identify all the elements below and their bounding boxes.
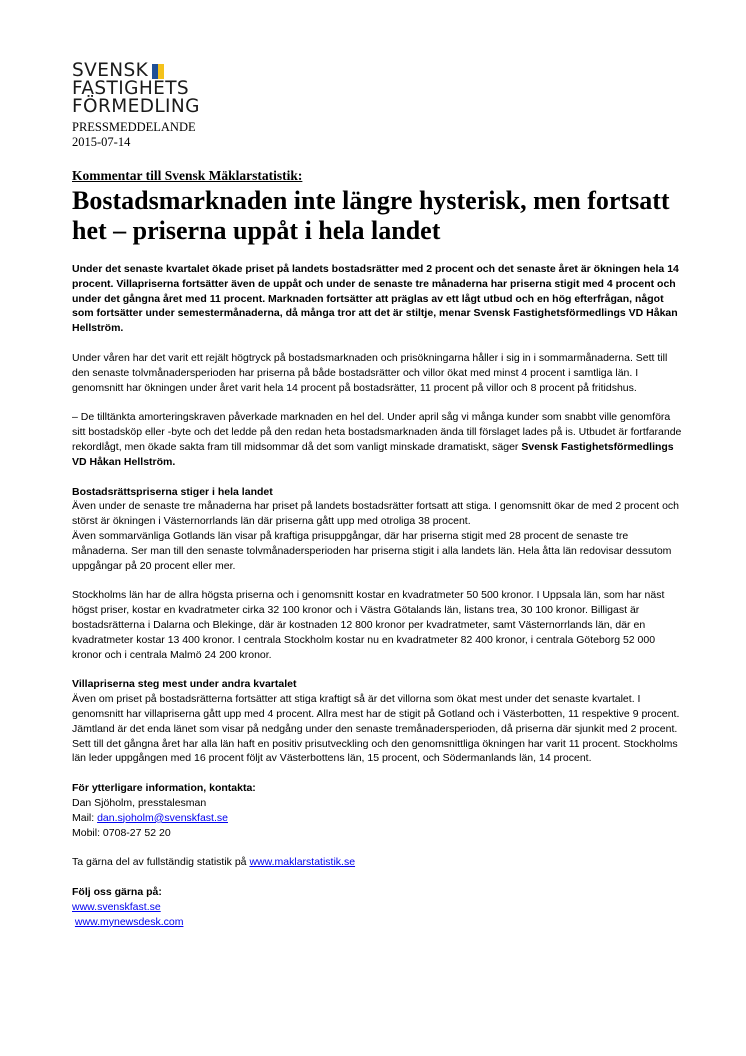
follow-block	[72, 885, 682, 929]
section1-paragraph-2: Även sommarvänliga Gotlands län visar på kraftiga prisuppgångar, där har priserna stigit med 28 procent de senaste tre månaderna. Ser man till den senaste tolvmånadersperioden har priserna stigit i alla landets län. Hela åtta län redovisar dessutom uppgångar på 20 procent eller mer.	[72, 529, 672, 572]
stats-line	[72, 855, 682, 870]
page-title: Bostadsmarknaden inte längre hysterisk, men fortsatt het – priserna uppåt i hela landet	[72, 186, 670, 245]
doc-type: PRESSMEDDELANDE	[72, 120, 196, 134]
section1-paragraph-3: Stockholms län har de allra högsta priserna och i genomsnitt kostar en kvadratmeter 50 500 kronor. I Uppsala län, som har näst högst priser, kostar en kvadratmeter cirka 32 100 kronor och i Västra Götalands län, listans trea, 30 100 kronor. Billigast är bostadsrätterna i Dalarna och Blekinge, där är kostnaden 12 800 kronor per kvadratmeter, samt Västernorrlands län, där en kvadratmeter kostar 13 400 kronor. I centrala Stockholm kostar nu en kvadratmeter 82 400 kronor, i centrala Göteborg 52 000 kronor och i centrala Malmö 24 200 kronor.	[72, 589, 665, 661]
logo-line-2: FASTIGHETS	[72, 78, 190, 99]
contact-heading: För ytterligare information, kontakta:	[72, 782, 256, 795]
mail-label: Mail:	[72, 811, 98, 824]
contact-mail-line	[72, 811, 682, 826]
logo-line-3: FÖRMEDLING	[72, 96, 200, 117]
section1-paragraph-1: Även under de senaste tre månaderna har priset på landets bostadsrätter fortsatt att stiga. I genomsnitt ökar de med 2 procent och störst är ökningen i Västernorrlands län där priserna gått upp med otroliga 38 procent.	[72, 500, 680, 528]
contact-block	[72, 781, 682, 840]
lead-paragraph: Under det senaste kvartalet ökade priset på landets bostadsrätter med 2 procent och det senaste året är ökningen hela 14 procent. Villapriserna fortsätter även de uppåt och under de senaste tre månaderna har priserna stigit med 4 procent och under det gångna året med 11 procent. Marknaden fortsätter att präglas av ett lågt utbud och en hög efterfrågan, något som fortsätter under semestermånaderna, då många tror att det är stiltje, menar Svensk Fastighetsförmedlings VD Håkan Hellström.	[72, 263, 679, 335]
contact-mobile: Mobil: 0708-27 52 20	[72, 826, 171, 839]
doc-date: 2015-07-14	[72, 135, 131, 149]
quote-attribution: Svensk Fastighetsförmedlings VD Håkan Hellström.	[72, 440, 674, 468]
contact-name: Dan Sjöholm, presstalesman	[72, 796, 207, 809]
section-heading-bostadsratter: Bostadsrättspriserna stiger i hela landet	[72, 485, 273, 498]
stats-text: Ta gärna del av fullständig statistik på	[72, 856, 250, 869]
quote-text: – De tilltänkta amorteringskraven påverkade marknaden en hel del. Under april såg vi många kunder som snabbt ville genomföra sitt bostadsköp eller -byte och det ledde på den redan heta bostadsmarknaden ända till förslaget lades på is. Utbudet är fortfarande rekordlågt, men ökade sakta fram till midsommar då det som vanligt minskade dramatiskt, säger	[72, 411, 682, 453]
follow-link-2-row	[72, 915, 682, 930]
maklarstatistik-link[interactable]: www.maklarstatistik.se	[249, 856, 356, 869]
logo-line-1: SVENSK	[72, 60, 149, 81]
section2-paragraph-1: Även om priset på bostadsrätterna fortsätter att stiga kraftigt så är det villorna som ökat mest under det senaste kvartalet. I genomsnitt har villapriserna gått upp med 4 procent. Allra mest har de stigit på Gotland och i Västerbotten, 11 respektive 9 procent. Jämtland är det enda länet som visar på nedgång under den senaste tremånadersperioden, då priserna där sjunkit med 2 procent. Sett till det gångna året har alla län haft en positiv prisutveckling och den genomsnittliga ökningen har varit 11 procent. Stockholms län leder uppgången med 16 procent följt av Västerbottens län, 15 procent, och Södermanlands län, 14 procent.	[72, 693, 680, 765]
mail-link[interactable]: dan.sjoholm@svenskfast.se	[97, 811, 228, 824]
follow-link-1-row	[72, 900, 682, 915]
swedish-flag-icon	[152, 64, 164, 79]
svenskfast-link[interactable]: www.svenskfast.se	[72, 900, 161, 913]
quote-paragraph	[72, 410, 682, 469]
doc-meta	[72, 120, 682, 150]
follow-heading: Följ oss gärna på:	[72, 886, 162, 899]
section-heading-villor: Villapriserna steg mest under andra kvartalet	[72, 678, 297, 691]
kicker: Kommentar till Svensk Mäklarstatistik:	[72, 168, 303, 183]
mynewsdesk-link[interactable]: www.mynewsdesk.com	[74, 915, 184, 928]
press-release-page	[72, 62, 682, 929]
company-logo	[72, 62, 682, 116]
body-paragraph-1: Under våren har det varit ett rejält högtryck på bostadsmarknaden och prisökningarna håller i sig in i sommarmånaderna. Sett till den senaste tolvmånadersperioden har priserna på både bostadsrätter och villor ökat med minst 4 procent i samtliga län. I genomsnitt har ökningen under året varit hela 14 procent på bostadsrätter, 11 procent på villor och 8 procent på fritidshus.	[72, 351, 668, 394]
